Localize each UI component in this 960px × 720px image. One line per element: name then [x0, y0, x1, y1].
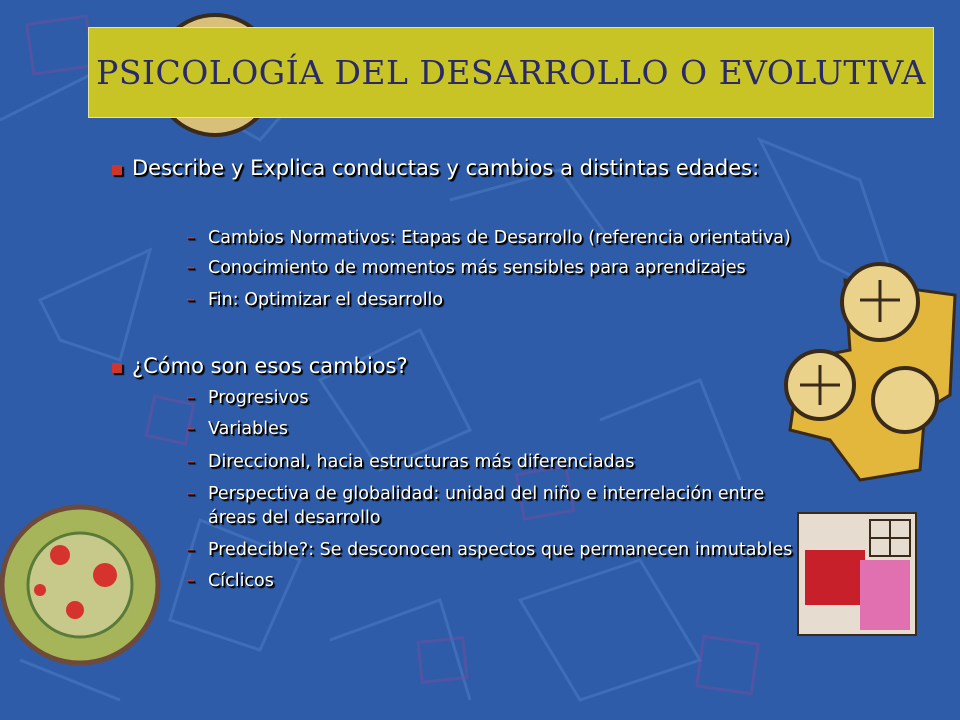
dash-marker: – — [186, 484, 195, 504]
sub-item-text: Variables — [208, 419, 288, 439]
dash-marker: – — [186, 419, 195, 439]
bullet-item — [132, 354, 408, 378]
dash-marker: – — [186, 388, 195, 408]
bullet-square-icon — [112, 363, 122, 373]
dash-marker: – — [186, 540, 195, 560]
sub-item-text: Cíclicos — [208, 571, 274, 591]
dash-marker: – — [186, 258, 195, 278]
sub-item-text: Progresivos — [208, 388, 309, 408]
bullet-text: ¿Cómo son esos cambios? — [132, 354, 408, 378]
sub-item-text: áreas del desarrollo — [208, 508, 381, 528]
dash-marker: – — [186, 228, 195, 248]
sub-item-text: Predecible?: Se desconocen aspectos que permanecen inmutables — [208, 540, 793, 560]
bullet-item — [132, 156, 759, 180]
sub-item-text: Cambios Normativos: Etapas de Desarrollo (referencia orientativa) — [208, 228, 791, 248]
bullet-square-icon — [112, 165, 122, 175]
dash-marker: – — [186, 290, 195, 310]
sub-item-text: Direccional, hacia estructuras más diferenciadas — [208, 452, 635, 472]
bullet-text: Describe y Explica conductas y cambios a distintas edades: — [132, 156, 760, 180]
sub-item-text: Fin: Optimizar el desarrollo — [208, 290, 444, 310]
sub-item-text: Perspectiva de globalidad: unidad del niño e interrelación entre — [208, 484, 765, 504]
slide-title: PSICOLOGÍA DEL DESARROLLO O EVOLUTIVA — [96, 53, 926, 92]
dash-marker: – — [186, 571, 195, 591]
sub-item-text: Conocimiento de momentos más sensibles para aprendizajes — [208, 258, 746, 278]
dash-marker: – — [186, 452, 195, 472]
